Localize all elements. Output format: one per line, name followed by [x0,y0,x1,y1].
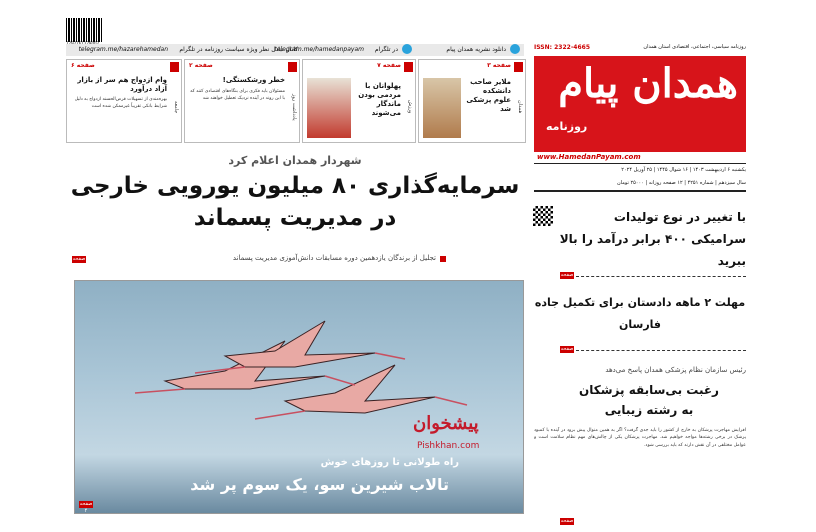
divider [534,163,746,164]
story-headline[interactable]: مهلت ۲ ماهه دادستان برای تکمیل جاده فارسان [534,296,746,331]
page-ref[interactable]: صفحه ۴ [560,272,574,285]
teaser-photo [307,78,351,138]
flamingo-shape [225,321,375,367]
story-headline[interactable]: با تغییر در نوع تولیدات سرامیکی ۴۰۰ برابر درآمد را بالا ببرید [559,210,746,268]
teaser-tab: همدان [517,100,523,114]
telegram-left-link[interactable]: telegram.me/hazarehamedan [78,46,168,53]
teaser-page: صفحه ۷ [377,62,401,69]
teaser-tab: جامعه [173,100,179,114]
page-ref[interactable]: صفحه ۴ [79,501,93,514]
barcode [66,18,102,42]
masthead-title: همدان پیام [558,60,738,107]
lead-text: تجلیل از برندگان یازدهمین دوره مسابقات دانش‌آموزی مدیریت پسماند [232,254,436,262]
teaser-title: پهلوانان با مردمی بودن ماندگار می‌شوند [358,82,401,117]
telegram-right-label[interactable]: دانلود نشریه همدان پیام [446,46,506,53]
watermark-logo: پیشخوان [413,413,479,434]
telegram-left-label: کانال تبادل نظر ویژه سیاست روزنامه در تلگرام [179,46,298,53]
teaser-title: وام ازدواج هم سر از بازار آزاد درآورد [77,76,167,93]
page-ref[interactable]: صفحه ۵ [560,518,574,531]
main-photo[interactable] [74,280,524,514]
story-kicker: رئیس سازمان نظام پزشکی همدان پاسخ می‌دهد [605,366,746,374]
date-line: یکشنبه ۶ اردیبهشت ۱۴۰۳ | ۱۶ شوال ۱۴۴۵ | ۲۵ آوریل ۲۰۲۴ [621,167,746,173]
masthead-tagline: روزنامه سیاسی، اجتماعی، اقتصادی استان همدان [643,44,746,50]
headline-kicker: شهردار همدان اعلام کرد [228,154,362,167]
qr-code[interactable] [533,206,553,226]
teaser-box[interactable] [302,59,416,143]
watermark-url: Pishkhan.com [417,441,480,451]
teaser-text: مسئولان باید فکری برای بنگاه‌های اقتصادی کنند که با این روند در آینده نزدیک تعطیل خواهند شد [190,89,285,101]
arrow-icon [288,62,297,72]
flamingo-shape [285,365,435,413]
teaser-title: خطر ورشکستگی! [222,76,285,84]
teaser-title: ملایر صاحب دانشکده علوم پزشکی شد [466,78,511,113]
main-headline[interactable] [66,170,524,234]
arrow-icon [170,62,179,72]
price-line: سال سیزدهم | شماره ۴۲۵۱ | ۱۲ صفحه روزانه | ۲۵۰۰۰ تومان [617,180,746,186]
main-headline-line: سرمایه‌گذاری ۸۰ میلیون یورویی خارجی [70,173,520,199]
telegram-mid-link[interactable]: telegram.me/hamedanpayam [274,46,364,53]
story-body: افزایش مهاجرت پزشکان به خارج از کشور را باید جدی گرفت؟ اگر به همین منوال پیش برود در آینده با کمبود پزشک در برخی رشته‌ها مواجه خواهیم شد. مهاجرت پزشکان یکی از چالش‌های مهم نظام سلامت است و عوامل مختلفی در آن نقش دارند که باید بررسی شود. [534,428,746,448]
teaser-page: صفحه ۶ [71,62,95,69]
issn: ISSN: 2322-4665 [534,44,591,51]
divider [576,350,746,351]
arrow-icon [514,62,523,72]
teaser-box[interactable] [418,59,526,143]
teaser-box[interactable] [184,59,300,143]
divider [576,276,746,277]
teaser-page: صفحه ۲ [189,62,213,69]
teaser-page: صفحه ۳ [487,62,511,69]
masthead-prefix: روزنامه [546,120,588,133]
teaser-tab: یادداشت روز [291,93,297,121]
divider [534,190,746,192]
bullet-icon [440,256,446,262]
page-ref[interactable]: صفحه ۴ [560,346,574,359]
telegram-strip [66,44,524,56]
teaser-text: بهره‌مندی از تسهیلات قرض‌الحسنه ازدواج به دلیل شرایط بانکی تقریباً غیرممکن شده است [74,97,167,109]
telegram-mid-label: در تلگرام [374,46,398,53]
photo-caption-small: راه طولانی تا روزهای خوش [320,457,459,468]
main-headline-line: در مدیریت پسماند [193,205,397,231]
teaser-box[interactable] [66,59,182,143]
masthead-logo [534,56,746,152]
story-headline[interactable]: رغبت بی‌سابقه پزشکان به رشته زیبایی [579,383,719,417]
arrow-icon [404,62,413,72]
page-ref[interactable]: صفحه ۲ [72,256,86,269]
website[interactable]: www.HamedanPayam.com [537,153,641,161]
teaser-photo [423,78,461,138]
telegram-icon[interactable] [510,44,520,54]
telegram-icon[interactable] [402,44,412,54]
teaser-tab: ورزش [407,100,413,114]
photo-caption-big: تالاب شیرین سو، یک سوم پر شد [190,475,449,494]
